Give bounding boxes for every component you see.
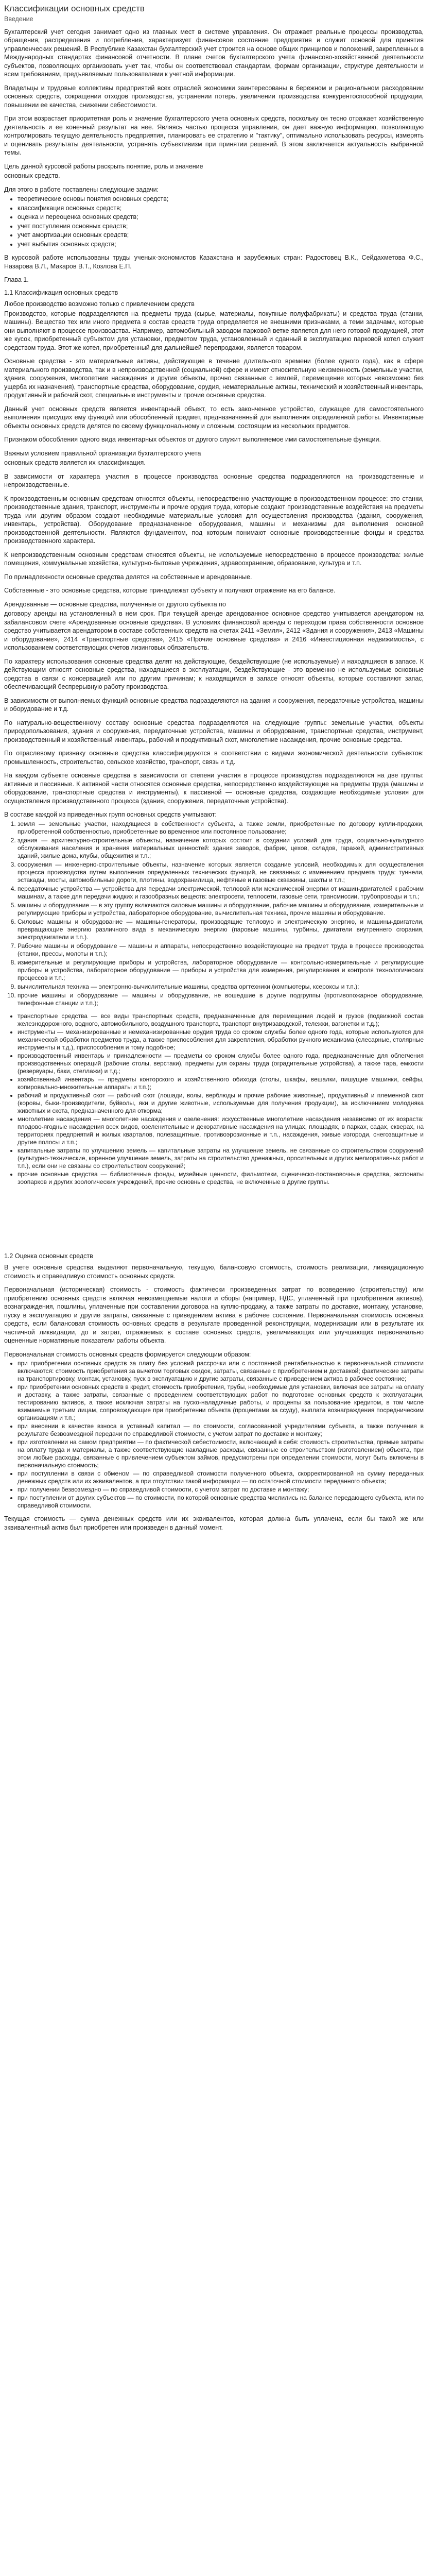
body-paragraph: В зависимости от характера участия в процессе производства основные средства подразделяются на производственные и непроизводственные.	[4, 472, 424, 489]
intro-section	[4, 28, 424, 271]
body-paragraph: В зависимости от выполняемых функций основные средства подразделяются на здания и сооружения, передаточные устройства, машины и оборудование и т.д.	[4, 697, 424, 713]
body-paragraph: Производство, которые подразделяются на предметы труда (сырье, материалы, покупные полуфабрикаты) и средства труда (станки, машины). Вещество тех или иного предмета в состав средств труда определяется не внешними признаками, а теми задачами, которые они выполняют в процессе производства. Например, автомобильный заводом парковой ветке является для него готовой продукцией, этот же кусок, приобретенный субъектом для установки, предметом труда, установленный и сданный в эксплуатацию парковой котел служит средством труда. Этот же котел, приобретенный для дальнейшей перепродажи, является товаром.	[4, 310, 424, 351]
intro-paragraph: При этом возрастает приоритетная роль и значение бухгалтерского учета основных средств, поскольку он тесно отражает хозяйственную деятельность и ее конечный результат на нее. Являясь частью процесса управления, он дает важную информацию, позволяющую контролировать текущую деятельность предприятия, планировать ее стратегию и "тактику", оптимально использовать ресурсы, измерять и оценивать результаты деятельности, устранять субъективизм при принятии решений. В этом заключается актуальность выбранной темы.	[4, 115, 424, 157]
list-item: 8. измерительные и регулирующие приборы и устройства, лабораторное оборудование — контрольно-измерительные и регулирующие приборы и устройства, лабораторное оборудование — приборы и устройства для измерения, регулирования и контроля технологических процессов и т.п.;	[18, 959, 424, 982]
list-item: 9. вычислительная техника — электронно-вычислительные машины, средства оргтехники (компьютеры, ксероксы и т.п.);	[18, 983, 424, 991]
list-item: 1. земля — земельные участки, находящиеся в собственности субъекта, а также земли, приобретенные по договору купли-продажи, приобретенной собственностью, приобретенные во временное или постоянное пользование;	[18, 820, 424, 836]
body-paragraph: Основные средства - это материальные активы, действующие в течение длительного времени (более одного года), как в сфере материального производства, так и в непроизводственной (социальной) сфере и имеют относительную неизменность (земельные участки, здания, сооружения, многолетние насаждения и другие объекты, прочно связанные с землей, перемещение которых невозможно без ущерба их назначения), транспортные средства, оборудование, орудия, нематериальные активы, технический и хозяйственный инвентарь, продуктивный и рабочий скот, специальные инструменты и прочие основные средства.	[4, 358, 424, 399]
groups-list	[4, 820, 424, 1007]
body-paragraph: Арендованные — основные средства, полученные от другого субъекта по	[4, 600, 226, 608]
list-item: 6. Силовые машины и оборудование — машины-генераторы, производящие тепловую и электрическую энергию, и машины-двигатели, превращающие энергию различного вида в механическую энергию (паровые машины, турбины, двигатели внутреннего сгорания, электродвигатели и т.п.).	[18, 918, 424, 941]
body-paragraph: основных средств является их классификация.	[4, 459, 146, 467]
list-item: • хозяйственный инвентарь — предметы конторского и хозяйственного обихода (столы, шкафы, вешалки, пишущие машинки, сейфы, копировально-множительные аппараты и т.п.);	[18, 1076, 424, 1091]
list-item: 10. прочие машины и оборудование — машины и оборудование, не вошедшие в другие подгруппы (противопожарное оборудование, телефонные станции и т.п.);	[18, 992, 424, 1007]
page-title: Классификации основных средств	[4, 4, 145, 13]
section-heading: 1.2 Оценка основных средств	[4, 1252, 93, 1260]
chapter-heading: Глава 1.	[4, 276, 29, 284]
section-1-body	[4, 300, 424, 1186]
list-item: • учет поступления основных средств;	[18, 222, 424, 231]
intro-paragraph: Бухгалтерский учет сегодня занимает одно из главных мест в системе управления. Он отражает реальные процессы производства, обращения, распределения и потребления, характеризует финансовое состояние предприятия и служит основой для принятия управленческих решений. В Республике Казахстан бухгалтерский учет строится на основе общих принципов и положений, закрепленных в Международных стандартах финансовой отчетности. В плане счетов бухгалтерского учета финансово-хозяйственной деятельности субъектов, позволяющих организовать учет так, чтобы он соответствовал стандартам, формам организации, структуре деятельности и всем требованиям, предъявляемым пользователями к учетной информации.	[4, 28, 424, 78]
list-item: • при поступлении от других субъектов — по стоимости, по которой основные средства числились на балансе передающего субъекта, или по справедливой стоимости.	[18, 1494, 424, 1510]
body-paragraph: По принадлежности основные средства делятся на собственные и арендованные.	[4, 573, 252, 581]
body-paragraph: По отраслевому признаку основные средства классифицируются в соответствии с видами экономической деятельности субъектов: промышленность, строительство, сельское хозяйство, транспорт, связь и т.д.	[4, 750, 424, 766]
intro-paragraph: Владельцы и трудовые коллективы предприятий всех отраслей экономики заинтересованы в бережном и рациональном расходовании основных средств, сокращении отходов производства, устранении потерь, увеличении производства конкурентоспособной продукции, повышении ее качества, снижении себестоимости.	[4, 84, 424, 109]
list-item: 5. машины и оборудование — в эту группу включаются силовые машины и оборудование, рабочие машины и оборудование, измерительные и регулирующие приборы и устройства, лабораторное оборудование, вычислительная техника, прочие машины и оборудование.	[18, 902, 424, 917]
list-item: • капитальные затраты по улучшению земель — капитальные затраты на улучшение земель, не связанные со строительством сооружений (культурно-технические, коренное улучшение земель, затраты на строительство дренажных, оросительных и других мелиоративных работ и т.п.), если они не связаны со строительством сооружений;	[18, 1147, 424, 1170]
list-item: • при приобретении основных средств в кредит, стоимость приобретения, трубы, необходимые для установки, включая все затраты на оплату и доставку, а также затраты, связанные с проведением соответствующих работ по подготовке основных средств к эксплуатации, тестированию активов, а также исключая затраты на пуско-наладочные работы, и проценты за пользование кредитом, в том числе взимаемые третьим лицам, сопровождающие при приобретении объекта (процентами за ссуду), выплата вознаграждения посредническим организациям и т.п.;	[18, 1383, 424, 1422]
body-paragraph: На каждом субъекте основные средства в зависимости от степени участия в процессе производства подразделяются на две группы: активные и пассивные. К активной части относятся основные средства, непосредственно воздействующие на предметы труда (машины и оборудование, транспортные средства и инструменты), к пассивной — основные средства, создающие необходимые условия для осуществления производственного процесса (здания, сооружения, передаточные устройства).	[4, 772, 424, 805]
tasks-intro: Для этого в работе поставлены следующие задачи:	[4, 185, 159, 193]
list-item: • производственный инвентарь и принадлежности — предметы со сроком службы более одного года, предназначенные для облегчения производственных операций (рабочие столы, верстаки), предметы для охраны труда (оградительные устройства), а также тара, емкости (резервуары, баки, стеллажи) и т.д.;	[18, 1052, 424, 1075]
list-item: • прочие основные средства — библиотечные фонды, музейные ценности, фильмотеки, сценическо-постановочные средства, экспонаты зоопарков и других зоологических учреждений, прочие основные средства, не включенные в другие группы.	[18, 1171, 424, 1186]
goal-paragraph: Цель данной курсовой работы раскрыть понятие, роль и значение	[4, 162, 203, 170]
list-item: • при изготовлении на самом предприятии — по фактической себестоимости, включающей в себя: стоимость строительства, прямые затраты на оплату труда и материалы, а также соответствующие накладные расходы, связанные со строительством (изготовлением) объекта, при этом любые расходы, связанные с привлечением субъектом займов, предусмотрены при определении стоимости, могут быть включены в первоначальную стоимость;	[18, 1438, 424, 1469]
list-item: • учет выбытия основных средств;	[18, 240, 424, 249]
body-paragraph: По натурально-вещественному составу основные средства подразделяются на следующие группы: земельные участки, объекты природопользования, здания и сооружения, передаточные устройства, машины и оборудование, транспортные средства, инструмент, производственный и хозяйственный инвентарь, рабочий и продуктивный скот, многолетние насаждения, прочие основные средства.	[4, 719, 424, 743]
closing-paragraph: Текущая стоимость — сумма денежных средств или их эквивалентов, которая должна быть уплачена, если бы такой же или эквивалентный актив был приобретен или произведен в данный момент.	[4, 1515, 424, 1531]
body-paragraph: Данный учет основных средств является инвентарный объект, то есть законченное устройство, служащее для самостоятельного выполнения присущих ему функций или обособленный предмет, предназначенный для выполнения определенной работы. Инвентарные объекты основных средств делятся по своему функциональному и сложным, состоящим из нескольких предметов.	[4, 405, 424, 430]
body-paragraph: Собственные - это основные средства, которые принадлежат субъекту и получают отражение на его балансе.	[4, 587, 336, 595]
section-2-body	[4, 1263, 424, 1532]
blank-space	[4, 1191, 424, 1248]
list-item: • учет амортизации основных средств;	[18, 231, 424, 240]
list-item: 3. сооружения — инженерно-строительные объекты, назначение которых является создание условий, необходимых для осуществления процесса производства путем выполнения определенных технических функций, не связанных с изменением предмета труда: туннели, эстакады, мосты, автомобильные дороги, плотины, водохранилища, нефтяные и газовые скважины, шахты и т.п.;	[18, 861, 424, 884]
list-item: 4. передаточные устройства — устройства для передачи электрической, тепловой или механической энергии от машин-двигателей к рабочим машинам, а также для передачи жидких и газообразных веществ: электросети, теплосети, газовые сети, трансмиссии, трубопроводы и т.п.;	[18, 885, 424, 901]
body-paragraph: В учете основные средства выделяют первоначальную, текущую, балансовую стоимость, стоимость реализации, ликвидационную стоимость и справедливую стоимость основных средств.	[4, 1264, 424, 1280]
list-item: • инструменты — механизированные и немеханизированные орудия труда со сроком службы более одного года, которые используются для механической обработки предметов труда, а также приспособления для закрепления, обработки ручного механизма (слесарные, столярные инструменты и т.д.), приспособления и тому подобное;	[18, 1028, 424, 1052]
list-item: • при внесении в качестве взноса в уставный капитал — по стоимости, согласованной учредителями субъекта, а также получения в результате безвозмездной передачи по справедливой стоимости, с учетом затрат по доставке и монтажу;	[18, 1422, 424, 1438]
list-item: • теоретические основы понятия основных средств;	[18, 195, 424, 204]
intro-label: Введение	[4, 15, 33, 23]
sources-paragraph: В курсовой работе использованы труды ученых-экономистов Казахстана и зарубежных стран: Радостовец В.К., Сейдахметова Ф.С., Назарова В.Л., Макаров В.Т., Козлова Е.П.	[4, 254, 424, 270]
goal-tail: основных средств.	[4, 172, 60, 180]
tasks-list	[4, 195, 424, 248]
list-item: 7. Рабочие машины и оборудование — машины и аппараты, непосредственно воздействующие на предмет труда в процессе производства (станки, прессы, молоты и т.п.);	[18, 942, 424, 958]
body-paragraph: Первоначальная стоимость основных средств формируется следующим образом:	[4, 1350, 251, 1358]
list-item: • оценка и переоценка основных средств;	[18, 213, 424, 222]
body-paragraph: Первоначальная (историческая) стоимость - стоимость фактически произведенных затрат по возведению (строительству) или приобретению основных средств включая невозмещаемые налоги и сборы (например, НДС, уплаченный при приобретении активов), вознаграждения, пошлины, уплаченные при составлении договора на куплю-продажу, а также затраты по доставке, монтажу, установке, пуску в эксплуатацию и другие затраты, связанные с приведением актива в рабочее состояние. Первоначальная стоимость основных средств, если балансовая стоимость основных средств в результате проведенной реконструкции, модернизации или в результате их частичной ликвидации, до и затрат, отражаемых в составе основных средств, увеличивающих или улучшающих первоначально оцененные нормативные показатели работы объекта.	[4, 1286, 424, 1345]
evaluation-list	[4, 1360, 424, 1510]
list-item: • многолетние насаждения — многолетние насаждения и озеленения: искусственные многолетние насаждения независимо от их возраста: плодово-ягодные насаждения всех видов, озеленительные и декоративные насаждения на улицах, площадях, в парках, садах, скверах, на территориях предприятий и жилых кварталов, полезащитные, противоэрозионные и т.п., насаждения, живые изгороди, снегозащитные и другие полосы и т.п.;	[18, 1115, 424, 1146]
list-item: 2. здания — архитектурно-строительные объекты, назначение которых состоит в создании условий для труда, социально-культурного обслуживания населения и хранения материальных ценностей: здания заводов, фабрик, цехов, складов, гаражей, административных зданий, жилые дома, клубы, общежития и т.п.;	[18, 837, 424, 860]
list-item: • при приобретении основных средств за плату без условий рассрочки или с постоянной рентабельностью в первоначальной стоимости включаются: стоимость приобретения за вычетом торговых скидок, затраты, связанные с приобретением и доставкой; фактические затраты на транспортировку, монтаж, установку, пуск в эксплуатацию и другие затраты, связанные с приведением актива в рабочее состояние;	[18, 1360, 424, 1383]
body-paragraph: Важным условием правильной организации бухгалтерского учета	[4, 449, 201, 457]
body-paragraph: Признаком обособления одного вида инвентарных объектов от другого служит выполняемое ими самостоятельные функции.	[4, 436, 381, 444]
body-paragraph: К непроизводственным основным средствам относятся объекты, не используемые непосредственно в процессе производства: жилые помещения, коммунальные хозяйства, культурно-бытовые учреждения, здравоохранение, образование, культура и т.п.	[4, 551, 424, 567]
section-heading: 1.1 Классификация основных средств	[4, 289, 118, 296]
body-paragraph: Любое производство возможно только с привлечением средств	[4, 300, 195, 308]
list-item: • классификация основных средств;	[18, 204, 424, 213]
body-paragraph: договору аренды на установленный в нем срок. При текущей аренде арендованное основное средство учитывается арендатором на забалансовом счете «Арендованные основные средства». В условиях финансовой аренды с переходом права собственности основное средство учитывается арендатором в составе собственных средств на счетах 2411 «Земля», 2412 «Здания и сооружения», 2413 «Машины и оборудование», 2414 «Транспортные средства», 2415 «Прочие основные средства» и 2416 «Инвестиционная недвижимость», с использованием соответствующих счетов лизинговых обязательств.	[4, 610, 424, 652]
list-item: • при получении безвозмездно — по справедливой стоимости, с учетом затрат по доставке и монтажу;	[18, 1486, 424, 1494]
list-item: • при поступлении в связи с обменом — по справедливой стоимости полученного объекта, скорректированной на сумму переданных денежных средств или их эквивалентов, а при отсутствии такой информации — по остаточной стоимости переданного объекта;	[18, 1470, 424, 1485]
body-paragraph: К производственным основным средствам относятся объекты, непосредственно участвующие в производственном процессе: это станки, производственные здания, транспорт, инструменты и прочие орудия труда, которые создают производственные воздействия на предметы труда или другим образом создают необходимые материальные условия для осуществления производства (здания, сооружения, инвентарь, устройства). Оборудование предназначенное оборудования, машины и механизмы для выполнения основной производственной деятельности. Являются фундаментом, под которым понимают основные производственные фонды и средства производственного характера.	[4, 495, 424, 545]
body-paragraph: По характеру использования основные средства делят на действующие, бездействующие (не используемые) и находящиеся в запасе. К действующим относят основные средства, находящиеся в эксплуатации, бездействующие - это временно не используемые основные средства в связи с консервацией или по другим причинам; к находящимся в запасе относят объекты, которые составляют запас, обеспечивающий беспрерывную работу производства.	[4, 657, 424, 691]
body-paragraph: В составе каждой из приведенных групп основных средств учитывают:	[4, 811, 217, 819]
list-item: • транспортные средства — все виды транспортных средств, предназначенные для перемещения людей и грузов (подвижной состав железнодорожного, водного, автомобильного, воздушного транспорта, транспорт внутризаводской, тележки, вагонетки и т.д.);	[18, 1012, 424, 1028]
groups-tail-list	[4, 1012, 424, 1186]
list-item: • рабочий и продуктивный скот — рабочий скот (лошади, волы, верблюды и прочие рабочие животные), продуктивный и племенной скот (коровы, быки-производители, буйволы, яки и другие животные, используемые для получения продукции), за исключением молодняка животных и скота, предназначенного для откорма;	[18, 1092, 424, 1115]
